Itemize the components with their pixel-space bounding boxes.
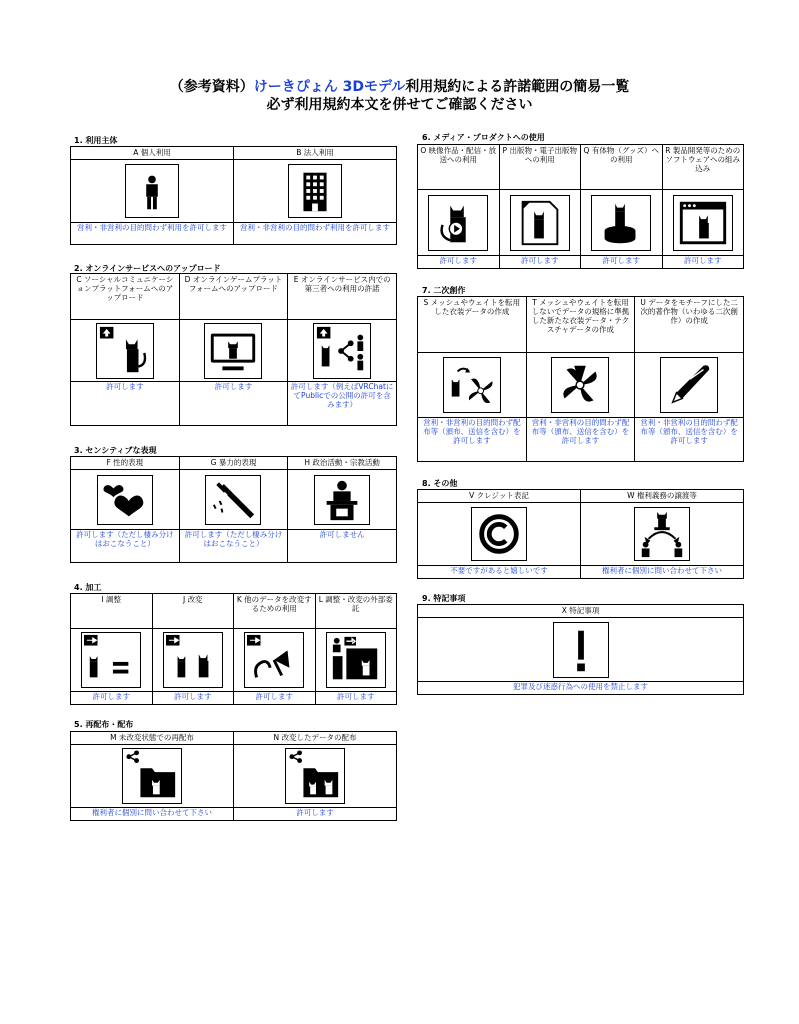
item-label: I 調整 <box>71 594 153 629</box>
folder-cat-icon <box>122 748 182 804</box>
item-label: C ソーシャルコミュニケーションプラットフォームへのアップロード <box>71 274 180 320</box>
document-cat-icon <box>510 195 570 251</box>
item-label: M 未改変状態での再配布 <box>71 732 234 745</box>
section-title-6: 6. メディア・プロダクトへの使用 <box>422 133 545 142</box>
copyright-icon <box>471 507 527 561</box>
podium-icon <box>314 475 370 525</box>
cat-flower-icon <box>443 357 501 413</box>
item-result: 不要ですがあると嬉しいです <box>418 566 581 579</box>
section-title-2: 2. オンラインサービスへのアップロード <box>74 264 221 273</box>
item-result: 許可します <box>234 692 316 705</box>
section-table-5 <box>70 731 397 821</box>
section-table-8 <box>417 489 744 579</box>
outsource-icon <box>326 632 386 688</box>
section-title-4: 4. 加工 <box>74 583 102 592</box>
transfer-icon <box>634 507 690 561</box>
monitor-cat-icon <box>204 323 262 379</box>
item-result: 営利・非営利の目的問わず配布等（頒布、送信を含む）を許可します <box>526 418 635 462</box>
section-title-8: 8. その他 <box>422 479 458 488</box>
section-table-9 <box>417 604 744 695</box>
figure-cat-icon <box>591 195 651 251</box>
page-subtitle: 必ず利用規約本文を併せてご確認ください <box>266 97 533 113</box>
item-label: H 政治活動・宗教活動 <box>288 457 397 470</box>
item-result: 許可しません <box>288 530 397 563</box>
item-label: N 改変したデータの配布 <box>234 732 397 745</box>
cat-pair-icon <box>163 632 223 688</box>
item-label: K 他のデータを改変するための利用 <box>234 594 316 629</box>
item-result: 許可します <box>71 692 153 705</box>
section-table-6 <box>417 144 744 269</box>
section-title-7: 7. 二次創作 <box>422 286 466 295</box>
item-label: P 出版物・電子出版物への利用 <box>499 145 581 190</box>
item-result: 許可します（例えばVRChatにてPublicでの公開の許可を含みます） <box>288 382 397 426</box>
item-label: O 映像作品・配信・放送への利用 <box>418 145 500 190</box>
item-result: 許可します <box>418 256 500 269</box>
item-result: 営利・非営利の目的問わず利用を許可します <box>234 223 397 245</box>
share-cat-icon <box>313 323 371 379</box>
upload-cat-icon <box>96 323 154 379</box>
item-label: B 法人利用 <box>234 147 397 160</box>
item-result: 許可します（ただし棲み分けはおこなうこと） <box>179 530 288 563</box>
flower-icon <box>551 357 609 413</box>
item-result: 営利・非営利の目的問わず利用を許可します <box>71 223 234 245</box>
section-table-4 <box>70 593 397 705</box>
bow-icon <box>244 632 304 688</box>
item-label: S メッシュやウェイトを転用した衣装データの作成 <box>418 297 527 353</box>
hearts-icon <box>97 475 153 525</box>
item-result: 権利者に個別に問い合わせて下さい <box>71 808 234 821</box>
window-cat-icon <box>673 195 733 251</box>
page-title <box>0 76 799 96</box>
section-title-5: 5. 再配布・配布 <box>74 720 134 729</box>
item-label: E オンラインサービス内での第三者への利用の許諾 <box>288 274 397 320</box>
item-result: 許可します <box>499 256 581 269</box>
person-icon <box>125 164 179 218</box>
title-suffix: 利用規約による許諾範囲の簡易一覧 <box>405 79 630 95</box>
item-label: Q 有体物（グッズ）への利用 <box>581 145 663 190</box>
item-result: 許可します（ただし棲み分けはおこなうこと） <box>71 530 180 563</box>
section-table-7 <box>417 296 744 462</box>
item-result: 権利者に個別に問い合わせて下さい <box>581 566 744 579</box>
item-label: V クレジット表記 <box>418 490 581 503</box>
item-result: 営利・非営利の目的問わず配布等（頒布、送信を含む）を許可します <box>418 418 527 462</box>
item-result: 許可します <box>179 382 288 426</box>
section-table-3 <box>70 456 397 563</box>
item-label: J 改変 <box>152 594 234 629</box>
video-cat-icon <box>428 195 488 251</box>
item-label: X 特記事項 <box>418 605 744 618</box>
pen-icon <box>660 357 718 413</box>
item-result: 犯罪及び迷惑行為への使用を禁止します <box>418 682 744 695</box>
exclamation-icon <box>553 622 609 678</box>
section-table-1 <box>70 146 397 245</box>
folder-cat-pair-icon <box>285 748 345 804</box>
item-label: W 権利義務の譲渡等 <box>581 490 744 503</box>
item-result: 許可します <box>581 256 663 269</box>
item-label: G 暴力的表現 <box>179 457 288 470</box>
item-result: 許可します <box>234 808 397 821</box>
item-result: 営利・非営利の目的問わず配布等（頒布、送信を含む）を許可します <box>635 418 744 462</box>
item-label: A 個人利用 <box>71 147 234 160</box>
item-label: L 調整・改変の外部委託 <box>315 594 397 629</box>
section-table-2 <box>70 273 397 426</box>
item-label: R 製品開発等のためのソフトウェアへの組み込み <box>662 145 744 190</box>
item-label: D オンラインゲームプラットフォームへのアップロード <box>179 274 288 320</box>
item-result: 許可します <box>152 692 234 705</box>
building-icon <box>288 164 342 218</box>
section-title-1: 1. 利用主体 <box>74 136 118 145</box>
title-prefix: （参考資料） <box>169 79 254 95</box>
section-title-9: 9. 特記事項 <box>422 594 466 603</box>
item-result: 許可します <box>315 692 397 705</box>
item-label: U データをモチーフにした二次的著作物（いわゆる二次創作）の作成 <box>635 297 744 353</box>
cat-equal-icon <box>81 632 141 688</box>
item-label: F 性的表現 <box>71 457 180 470</box>
knife-icon <box>205 475 261 525</box>
title-brand: けーきぴょん 3Dモデル <box>253 79 406 95</box>
item-result: 許可します <box>71 382 180 426</box>
section-title-3: 3. センシティブな表現 <box>74 446 157 455</box>
item-result: 許可します <box>662 256 744 269</box>
item-label: T メッシュやウェイトを転用しないでデータの規格に準拠した新たな衣装データ・テクスチャデータの作成 <box>526 297 635 353</box>
